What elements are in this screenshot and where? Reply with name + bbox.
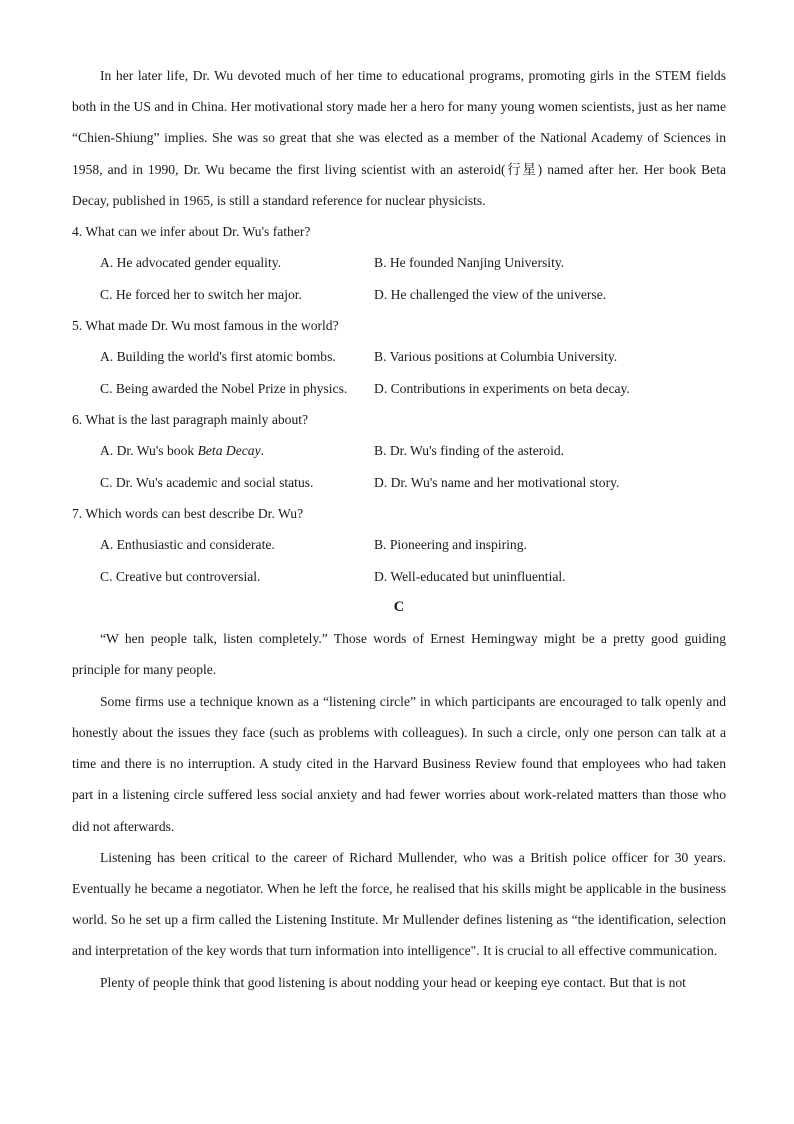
option-c: C. Creative but controversial. (100, 568, 261, 584)
option-b: B. He founded Nanjing University. (374, 255, 565, 271)
option-d: D. He challenged the view of the universe. (374, 286, 607, 302)
intro-paragraph: In her later life, Dr. Wu devoted much of her time to educational programs, promoting girls in the STEM fields both in the US and in China. Her motivational story made her a hero for many young women scientists, just as her name “Chien-Shiung” implies. She was so great that she was elected as a member of the National Academy of Sciences in 1958, and in 1990, Dr. Wu became the first living scientist with an asteroid(行星) named after her. Her book Beta Decay, published in 1965, is still a standard reference for nuclear physicists. (72, 68, 726, 208)
option-row (72, 373, 726, 404)
option-d: D. Dr. Wu's name and her motivational story. (374, 474, 620, 490)
option-row (72, 467, 726, 498)
option-row (72, 529, 726, 560)
option-b: B. Pioneering and inspiring. (374, 537, 527, 553)
option-d: D. Contributions in experiments on beta decay. (374, 380, 630, 396)
section-c-paragraph-2: Some firms use a technique known as a “listening circle” in which participants are encouraged to talk openly and honestly about the issues they face (such as problems with colleagues). In such a circle, only one person can talk at a time and there is no interruption. A study cited in the Harvard Business Review found that employees who had taken part in a listening circle suffered less social anxiety and had fewer worries about work-related matters than those who did not afterwards. (72, 693, 726, 834)
question-stem: 4. What can we infer about Dr. Wu's father? (72, 224, 311, 240)
question-5 (72, 310, 726, 404)
section-c-paragraph-1: “W hen people talk, listen completely.” Those words of Ernest Hemingway might be a pretty good guiding principle for many people. (72, 631, 726, 678)
document-page (72, 60, 726, 998)
section-c-paragraph-3: Listening has been critical to the career of Richard Mullender, who was a British police officer for 30 years. Eventually he became a negotiator. When he left the force, he realised that his skills might be applicable in the business world. So he set up a firm called the Listening Institute. Mr Mullender defines listening as “the identification, selection and interpretation of the key words that turn information into intelligence". It is crucial to all effective communication. (72, 849, 726, 959)
option-a: A. He advocated gender equality. (100, 255, 282, 271)
option-a (100, 435, 374, 466)
option-row (72, 561, 726, 592)
question-4 (72, 216, 726, 310)
section-c-paragraph-4: Plenty of people think that good listening is about nodding your head or keeping eye contact. But that is not (100, 974, 686, 990)
section-title: C (393, 599, 405, 616)
option-c: C. Being awarded the Nobel Prize in physics. (100, 380, 348, 396)
question-6 (72, 404, 726, 498)
option-b: B. Various positions at Columbia University. (374, 349, 618, 365)
question-stem: 7. Which words can best describe Dr. Wu? (72, 506, 304, 522)
option-row (72, 279, 726, 310)
option-row (72, 247, 726, 278)
option-row (72, 341, 726, 372)
question-7 (72, 498, 726, 592)
option-c: C. Dr. Wu's academic and social status. (100, 474, 314, 490)
option-b: B. Dr. Wu's finding of the asteroid. (374, 443, 565, 459)
option-a: A. Enthusiastic and considerate. (100, 537, 275, 553)
option-a: A. Building the world's first atomic bombs. (100, 349, 336, 365)
option-a-suffix: . (260, 443, 265, 459)
option-a-prefix: A. Dr. Wu's book (100, 443, 198, 459)
question-stem: 6. What is the last paragraph mainly about? (72, 412, 309, 428)
option-d: D. Well-educated but uninfluential. (374, 568, 566, 584)
book-title: Beta Decay (197, 443, 261, 459)
option-c: C. He forced her to switch her major. (100, 286, 302, 302)
option-row (72, 435, 726, 466)
question-stem: 5. What made Dr. Wu most famous in the world? (72, 318, 339, 334)
